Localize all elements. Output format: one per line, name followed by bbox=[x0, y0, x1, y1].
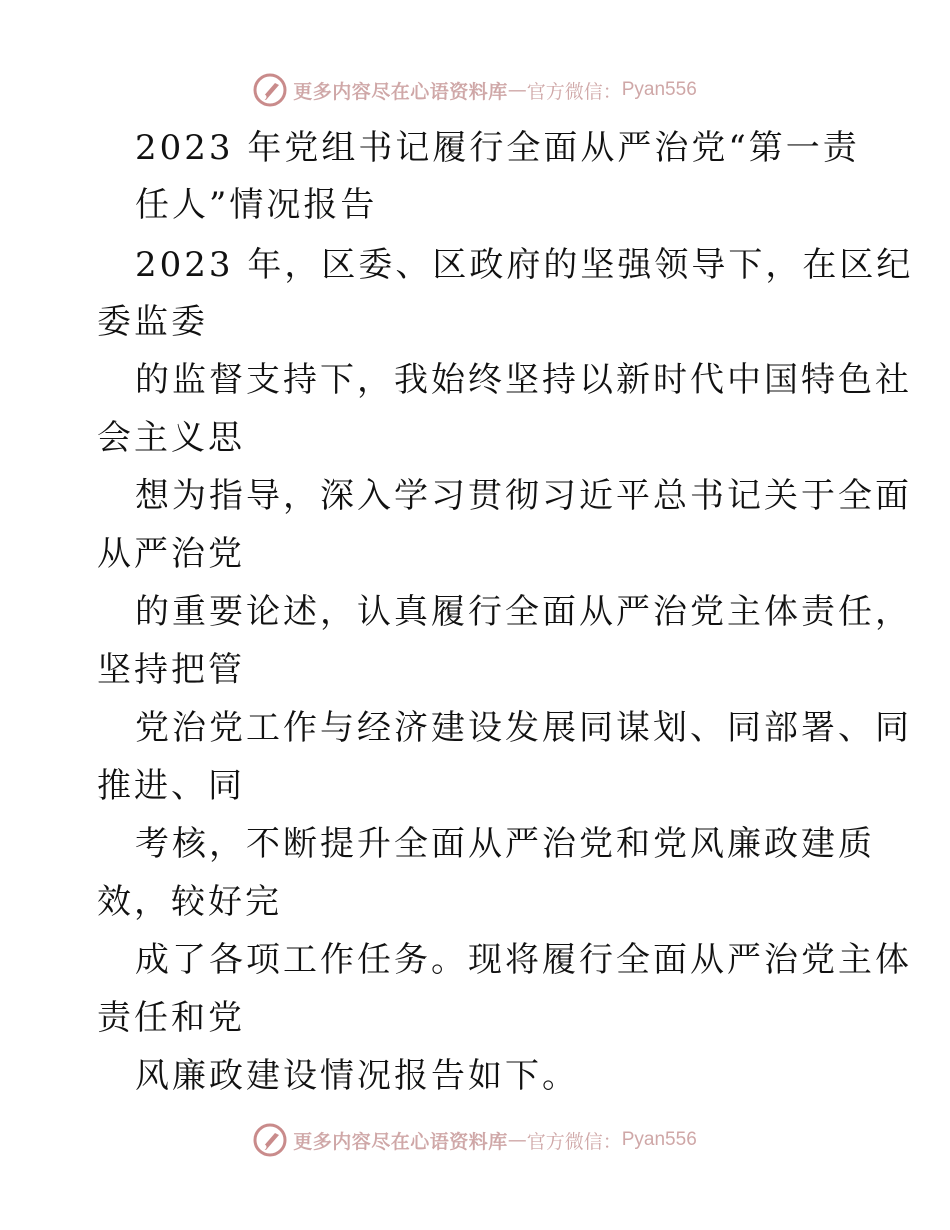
doc-paragraph-line: 坚持把管 bbox=[97, 650, 245, 690]
header-watermark bbox=[0, 70, 950, 110]
doc-paragraph-line: 会主义思 bbox=[97, 418, 245, 458]
footer-watermark bbox=[0, 1120, 950, 1160]
doc-paragraph-line: 效，较好完 bbox=[97, 882, 282, 922]
doc-paragraph-line: 成了各项工作任务。现将履行全面从严治党主体 bbox=[135, 940, 912, 980]
pen-logo-icon bbox=[253, 73, 287, 107]
doc-paragraph-line: 从严治党 bbox=[97, 534, 245, 574]
doc-paragraph-line: 委监委 bbox=[97, 302, 208, 342]
watermark-separator: — bbox=[507, 1129, 527, 1151]
watermark-wechat-id: Pyan556 bbox=[621, 79, 697, 100]
doc-paragraph-line: 风廉政建设情况报告如下。 bbox=[135, 1056, 579, 1096]
pen-logo-icon bbox=[253, 1123, 287, 1157]
doc-paragraph-line: 想为指导，深入学习贯彻习近平总书记关于全面 bbox=[135, 476, 912, 516]
doc-paragraph-line: 推进、同 bbox=[97, 766, 245, 806]
watermark-brand: 更多内容尽在心语资料库 bbox=[293, 1130, 508, 1153]
watermark-brand: 更多内容尽在心语资料库 bbox=[293, 80, 508, 103]
doc-title-line-1: 2023 年党组书记履行全面从严治党“第一责 bbox=[135, 128, 860, 168]
watermark-separator: — bbox=[507, 79, 527, 101]
doc-paragraph-line: 责任和党 bbox=[97, 998, 245, 1038]
doc-paragraph-line: 党治党工作与经济建设发展同谋划、同部署、同 bbox=[135, 708, 912, 748]
watermark-wechat-id: Pyan556 bbox=[621, 1129, 697, 1150]
watermark-official: 官方微信： bbox=[526, 1130, 622, 1153]
doc-paragraph-line: 考核，不断提升全面从严治党和党风廉政建质 bbox=[135, 824, 875, 864]
doc-paragraph-line: 2023 年，区委、区政府的坚强领导下，在区纪 bbox=[135, 245, 914, 285]
doc-paragraph-line: 的重要论述，认真履行全面从严治党主体责任， bbox=[135, 592, 912, 632]
doc-title-line-2: 任人”情况报告 bbox=[135, 185, 378, 225]
watermark-official: 官方微信： bbox=[526, 80, 622, 103]
doc-paragraph-line: 的监督支持下，我始终坚持以新时代中国特色社 bbox=[135, 360, 912, 400]
